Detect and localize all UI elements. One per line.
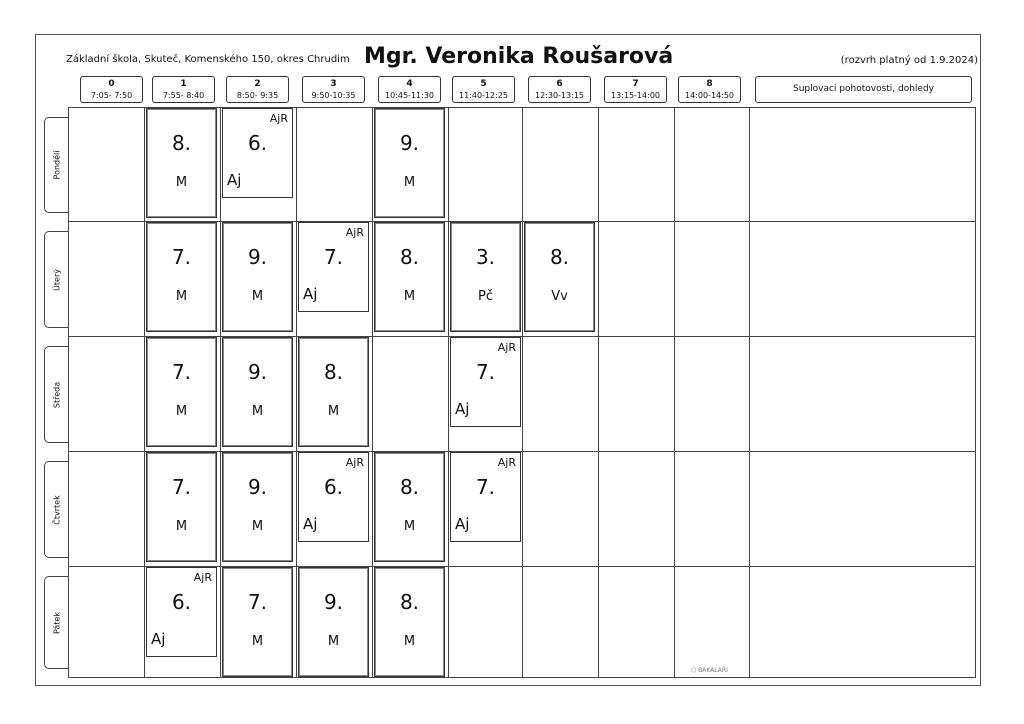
lesson-cell <box>146 567 217 657</box>
lesson-subject: Aj <box>455 400 470 418</box>
lesson-group: AjR <box>269 112 288 125</box>
day-label-4 <box>44 576 68 669</box>
lesson-class: 8. <box>399 245 420 269</box>
bakalari-logo: ⬡ BAKALÁŘI <box>691 667 728 674</box>
period-number: 6 <box>556 79 563 89</box>
grid-vline <box>144 107 145 677</box>
period-number: 1 <box>180 79 187 89</box>
validity-note: (rozvrh platný od 1.9.2024) <box>840 55 978 66</box>
lesson-class: 8. <box>399 590 420 614</box>
lesson-subject: Vv <box>551 289 568 304</box>
grid-vline <box>220 107 221 677</box>
grid-vline <box>372 107 373 677</box>
lesson-cell <box>374 222 445 332</box>
lesson-cell <box>222 567 293 677</box>
grid-vline <box>68 107 69 677</box>
period-header-2 <box>226 76 289 103</box>
lesson-class: 7. <box>247 590 268 614</box>
period-time: 10:45-11:30 <box>385 91 434 100</box>
lesson-class: 7. <box>475 360 496 384</box>
lesson-class: 8. <box>399 475 420 499</box>
lesson-cell <box>298 222 369 312</box>
lesson-class: 7. <box>323 245 344 269</box>
lesson-class: 3. <box>475 245 496 269</box>
period-time: 11:40-12:25 <box>459 91 508 100</box>
lesson-subject: M <box>175 175 188 190</box>
period-header-4 <box>378 76 441 103</box>
period-time: 7:55- 8:40 <box>162 91 205 100</box>
lesson-class: 7. <box>171 245 192 269</box>
lesson-cell <box>222 222 293 332</box>
lesson-class: 8. <box>171 131 192 155</box>
lesson-cell <box>222 452 293 562</box>
lesson-class: 9. <box>247 245 268 269</box>
lesson-class: 7. <box>171 360 192 384</box>
grid-vline <box>598 107 599 677</box>
period-time: 14:00-14:50 <box>685 91 734 100</box>
lesson-class: 8. <box>549 245 570 269</box>
lesson-subject: Aj <box>455 515 470 533</box>
lesson-cell <box>222 337 293 447</box>
period-number: 3 <box>330 79 337 89</box>
lesson-cell <box>146 337 217 447</box>
period-time: 8:50- 9:35 <box>236 91 279 100</box>
day-label-3 <box>44 461 68 558</box>
lesson-group: AjR <box>497 341 516 354</box>
lesson-class: 9. <box>399 131 420 155</box>
period-header-6 <box>528 76 591 103</box>
lesson-cell <box>524 222 595 332</box>
lesson-class: 7. <box>475 475 496 499</box>
teacher-name: Mgr. Veronika Roušarová <box>364 44 674 69</box>
period-header-7 <box>604 76 667 103</box>
period-header-5 <box>452 76 515 103</box>
grid-vline <box>749 107 750 677</box>
lesson-cell <box>450 222 521 332</box>
day-name: Úterý <box>52 268 61 291</box>
lesson-class: 6. <box>323 475 344 499</box>
lesson-class: 7. <box>171 475 192 499</box>
lesson-subject: M <box>175 289 188 304</box>
lesson-subject: M <box>251 634 264 649</box>
lesson-subject: M <box>251 404 264 419</box>
lesson-cell <box>374 108 445 218</box>
lesson-cell <box>374 567 445 677</box>
period-header-3 <box>302 76 365 103</box>
lesson-cell <box>298 567 369 677</box>
period-number: 8 <box>706 79 713 89</box>
lesson-class: 6. <box>247 131 268 155</box>
lesson-cell <box>374 452 445 562</box>
day-label-2 <box>44 346 68 443</box>
lesson-group: AjR <box>497 456 516 469</box>
lesson-group: AjR <box>193 571 212 584</box>
lesson-subject: M <box>403 289 416 304</box>
lesson-subject: M <box>251 519 264 534</box>
grid-hline <box>68 677 976 678</box>
lesson-cell <box>146 108 217 218</box>
lesson-subject: M <box>403 519 416 534</box>
lesson-subject: M <box>403 175 416 190</box>
grid-vline <box>448 107 449 677</box>
lesson-subject: M <box>327 404 340 419</box>
lesson-group: AjR <box>345 456 364 469</box>
period-time: 12:30-13:15 <box>535 91 584 100</box>
lesson-cell <box>146 452 217 562</box>
lesson-subject: Pč <box>478 289 493 304</box>
lesson-cell <box>146 222 217 332</box>
period-time: 7:05- 7:50 <box>90 91 133 100</box>
supl-header: Suplovací pohotovosti, dohledy <box>755 76 972 103</box>
period-number: 2 <box>254 79 261 89</box>
lesson-subject: Aj <box>303 515 318 533</box>
lesson-subject: M <box>175 519 188 534</box>
grid-vline <box>674 107 675 677</box>
lesson-subject: Aj <box>151 630 166 648</box>
lesson-subject: Aj <box>227 171 242 189</box>
lesson-subject: M <box>251 289 264 304</box>
day-name: Pondělí <box>52 150 61 180</box>
lesson-class: 9. <box>323 590 344 614</box>
period-header-1 <box>152 76 215 103</box>
lesson-group: AjR <box>345 226 364 239</box>
lesson-cell <box>450 337 521 427</box>
lesson-subject: Aj <box>303 285 318 303</box>
period-header-8 <box>678 76 741 103</box>
lesson-cell <box>222 108 293 198</box>
lesson-class: 9. <box>247 360 268 384</box>
day-label-0 <box>44 117 68 213</box>
day-label-1 <box>44 231 68 328</box>
bakalari-logo-text: BAKALÁŘI <box>698 667 728 674</box>
lesson-subject: M <box>327 634 340 649</box>
day-name: Pátek <box>52 611 61 634</box>
grid-vline <box>296 107 297 677</box>
lesson-subject: M <box>403 634 416 649</box>
lesson-subject: M <box>175 404 188 419</box>
period-header-0 <box>80 76 143 103</box>
grid-vline <box>522 107 523 677</box>
lesson-class: 8. <box>323 360 344 384</box>
school-name: Základní škola, Skuteč, Komenského 150, okres Chrudim <box>66 54 350 65</box>
lesson-cell <box>298 337 369 447</box>
lesson-cell <box>298 452 369 542</box>
period-number: 0 <box>108 79 115 89</box>
day-name: Čtvrtek <box>52 494 61 525</box>
period-number: 4 <box>406 79 413 89</box>
period-time: 9:50-10:35 <box>311 91 356 100</box>
lesson-cell <box>450 452 521 542</box>
period-number: 7 <box>632 79 639 89</box>
lesson-class: 6. <box>171 590 192 614</box>
day-name: Středa <box>52 381 61 408</box>
period-time: 13:15-14:00 <box>611 91 660 100</box>
period-number: 5 <box>480 79 487 89</box>
lesson-class: 9. <box>247 475 268 499</box>
grid-vline <box>975 107 976 677</box>
